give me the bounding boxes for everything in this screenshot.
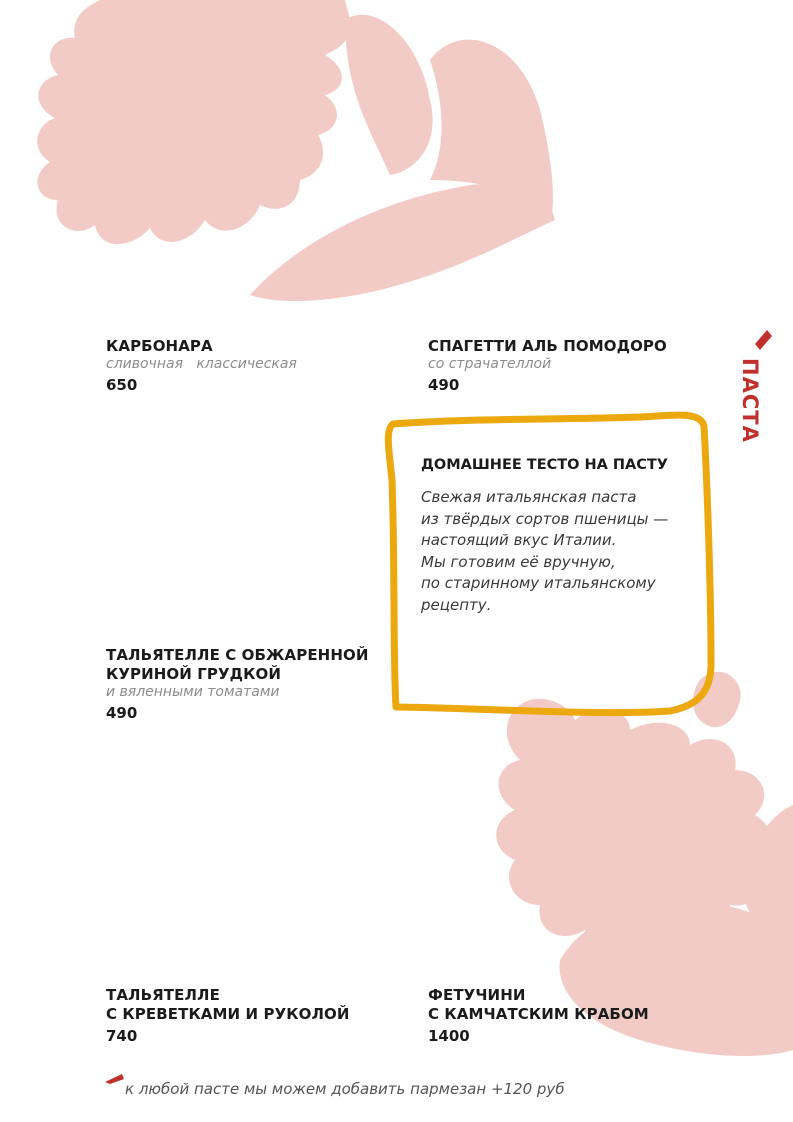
section-title-text: ПАСТА xyxy=(738,358,762,443)
menu-item-fettuccine-crab xyxy=(428,986,649,1046)
item-price: 490 xyxy=(428,376,460,394)
item-price: 740 xyxy=(106,1027,138,1045)
item-description: сливочная классическая xyxy=(106,356,297,372)
item-name: ТАЛЬЯТЕЛЛЕ С ОБЖАРЕННОЙ КУРИНОЙ ГРУДКОЙ xyxy=(106,646,369,683)
item-description: со страчателлой xyxy=(428,356,552,372)
menu-item-spaghetti-pomodoro xyxy=(428,337,667,395)
item-price: 490 xyxy=(106,704,138,722)
item-name: ФЕТУЧИНИ С КАМЧАТСКИМ КРАБОМ xyxy=(428,986,649,1023)
top-flower-head xyxy=(37,0,350,244)
top-flower-petal-upper xyxy=(345,15,433,175)
item-price: 650 xyxy=(106,376,138,394)
parmesan-footnote: к любой пасте мы можем добавить пармезан +120 руб xyxy=(125,1080,565,1098)
top-flower-illustration xyxy=(37,0,555,301)
info-box-text: Свежая итальянская паста из твёрдых сортов пшеницы — настоящий вкус Италии. Мы готовим её вручную, по старинному итальянскому рецепту. xyxy=(421,488,669,614)
homemade-dough-info-box xyxy=(421,455,701,616)
info-box-title: ДОМАШНЕЕ ТЕСТО НА ПАСТУ xyxy=(421,457,668,473)
section-accent-slash xyxy=(755,330,772,350)
section-title xyxy=(725,358,775,458)
menu-item-tagliatelle-shrimp xyxy=(106,986,350,1046)
item-price: 1400 xyxy=(428,1027,470,1045)
item-description: и вяленными томатами xyxy=(106,684,280,700)
item-name: КАРБОНАРА xyxy=(106,337,213,355)
menu-item-tagliatelle-chicken xyxy=(106,646,369,723)
menu-item-carbonara xyxy=(106,337,297,395)
footnote-accent-slash xyxy=(105,1074,124,1084)
item-name: ТАЛЬЯТЕЛЛЕ С КРЕВЕТКАМИ И РУКОЛОЙ xyxy=(106,986,350,1023)
top-flower-leaf-lower xyxy=(250,184,555,301)
item-name: СПАГЕТТИ АЛЬ ПОМОДОРО xyxy=(428,337,667,355)
